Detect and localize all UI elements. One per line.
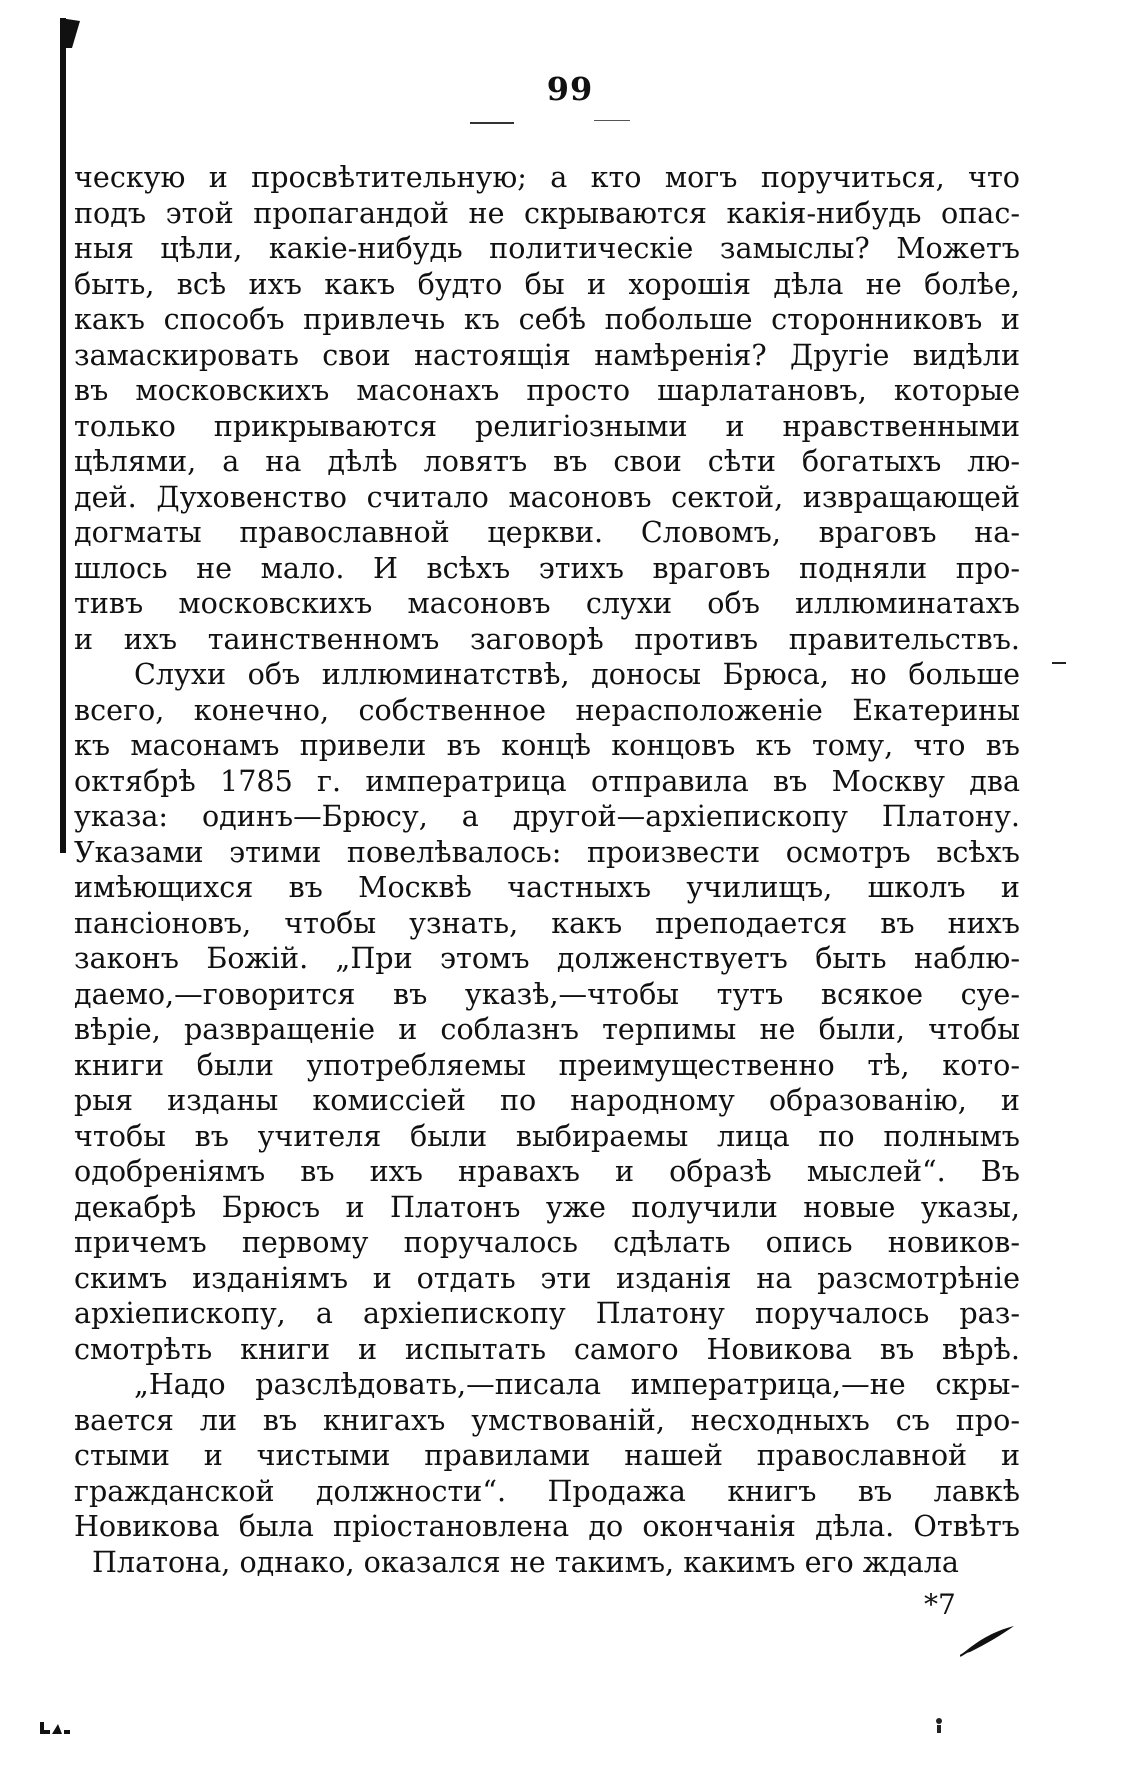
text-line: гражданской должности“. Продажа книгъ въ лавкѣ — [74, 1473, 1020, 1508]
text-line: шлось не мало. И всѣхъ этихъ враговъ подняли про- — [74, 550, 1020, 585]
text-line: Новикова была пріостановлена до окончанія дѣла. Отвѣтъ — [74, 1509, 1020, 1543]
text-line: стыми и чистыми правилами нашей православной и — [74, 1438, 1020, 1472]
scan-artifact-dot — [934, 1715, 944, 1735]
margin-dash — [1052, 662, 1066, 664]
text-line: имѣющихся въ Москвѣ частныхъ училищъ, школъ и — [74, 870, 1020, 904]
text-line: чтобы въ учителя были выбираемы лица по полнымъ — [74, 1118, 1020, 1153]
text-line: одобреніямъ въ ихъ нравахъ и образѣ мыслей“. Въ — [74, 1154, 1020, 1188]
text-line: дей. Духовенство считало масоновъ сектой, извращающей — [74, 479, 1020, 514]
body-text — [74, 160, 1020, 1580]
text-line: Слухи объ иллюминатствѣ, доносы Брюса, но больше — [134, 657, 1020, 691]
text-line: архіепископу, а архіепископу Платону поручалось раз- — [74, 1296, 1020, 1330]
text-line: причемъ первому поручалось сдѣлать опись новиков- — [74, 1225, 1020, 1259]
printer-signature-mark: *7 — [924, 1588, 956, 1621]
text-line: догматы православной церкви. Словомъ, враговъ на- — [74, 515, 1020, 549]
text-line: въ московскихъ масонахъ просто шарлатановъ, которые — [74, 373, 1020, 407]
text-line: Платона, однако, оказался не такимъ, какимъ его ждала — [92, 1544, 959, 1579]
text-line: смотрѣть книги и испытать самого Новикова въ вѣрѣ. — [74, 1331, 1020, 1366]
text-line: скимъ изданіямъ и отдать эти изданія на разсмотрѣніе — [74, 1260, 1020, 1295]
text-line: ческую и просвѣтительную; а кто могъ поручиться, что — [74, 160, 1020, 194]
text-line: какъ способъ привлечь къ себѣ побольше сторонниковъ и — [74, 302, 1020, 336]
text-line: декабрѣ Брюсъ и Платонъ уже получили новые указы, — [74, 1189, 1020, 1224]
text-line: пансіоновъ, чтобы узнать, какъ преподается въ нихъ — [74, 905, 1020, 940]
binding-edge-line — [60, 18, 66, 853]
text-line: даемо,—говорится въ указѣ,—чтобы тутъ всякое суе- — [74, 976, 1020, 1011]
text-line: вается ли въ книгахъ умствованій, несходныхъ съ про- — [74, 1402, 1020, 1437]
text-line: „Надо разслѣдовать,—писала императрица,—не скры- — [134, 1367, 1020, 1401]
text-line: книги были употребляемы преимущественно тѣ, кото- — [74, 1047, 1020, 1082]
header-rule-right — [594, 120, 630, 121]
text-line: октябрѣ 1785 г. императрица отправила въ Москву два — [74, 763, 1020, 798]
text-line: замаскировать свои настоящія намѣренія? Другіе видѣли — [74, 337, 1020, 372]
text-line: указа: одинъ—Брюсу, а другой—архіепископу Платону. — [74, 799, 1020, 833]
text-line: быть, всѣ ихъ какъ будто бы и хорошія дѣла не болѣе, — [74, 266, 1020, 301]
text-line: тивъ московскихъ масоновъ слухи объ иллюминатахъ — [74, 586, 1020, 620]
text-line: и ихъ таинственномъ заговорѣ противъ правительствъ. — [74, 621, 1020, 656]
text-line: Указами этими повелѣвалось: произвести осмотръ всѣхъ — [74, 834, 1020, 869]
scan-artifact-mark — [40, 1718, 70, 1736]
text-line: законъ Божій. „При этомъ долженствуетъ быть наблю- — [74, 941, 1020, 975]
text-line: къ масонамъ привели въ концѣ концовъ къ тому, что въ — [74, 728, 1020, 762]
text-line: всего, конечно, собственное нерасположеніе Екатерины — [74, 692, 1020, 727]
text-line: ныя цѣли, какіе-нибудь политическіе замыслы? Можетъ — [74, 231, 1020, 265]
text-line: цѣлями, а на дѣлѣ ловятъ въ свои сѣти богатыхъ лю- — [74, 444, 1020, 478]
header-rule-left — [470, 122, 514, 124]
quill-mark-icon — [960, 1622, 1016, 1658]
text-line: подъ этой пропагандой не скрываются какія-нибудь опас- — [74, 195, 1020, 230]
text-line: вѣріе, развращеніе и соблазнъ терпимы не были, чтобы — [74, 1012, 1020, 1046]
page-number: 99 — [546, 70, 594, 108]
text-line: рыя изданы комиссіей по народному образованію, и — [74, 1083, 1020, 1117]
text-line: только прикрываются религіозными и нравственными — [74, 408, 1020, 443]
